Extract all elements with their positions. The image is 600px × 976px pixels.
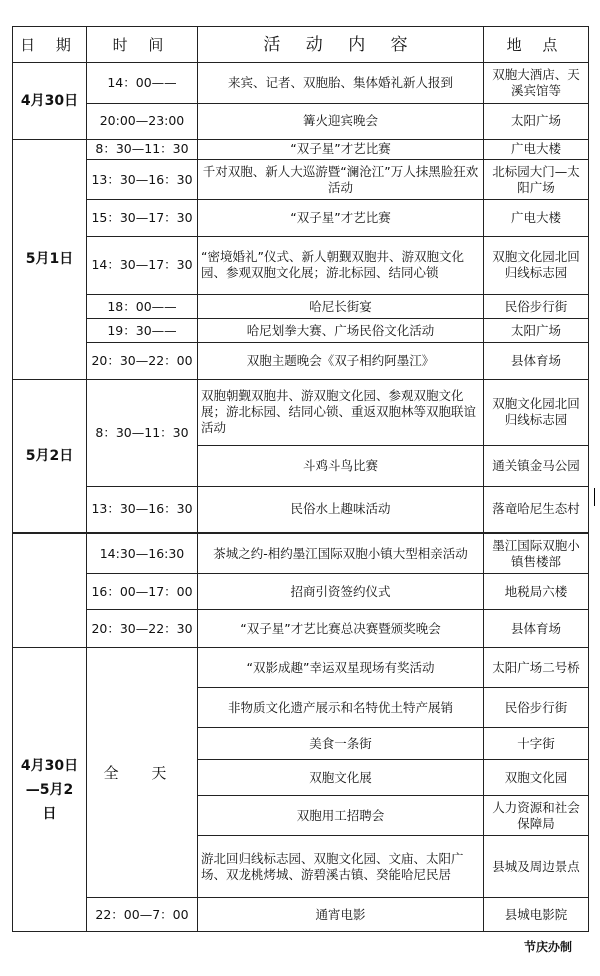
edge-mark	[594, 488, 595, 506]
content-cell: 哈尼长街宴	[198, 295, 484, 319]
time-cell: 15：30—17：30	[87, 200, 198, 236]
time-cell: 14:30—16:30	[87, 534, 198, 574]
table-row	[13, 534, 589, 574]
content-cell: 哈尼划拳大赛、广场民俗文化活动	[198, 319, 484, 343]
content-cell: 通宵电影	[198, 898, 484, 932]
place-cell: 双胞文化园	[484, 760, 589, 796]
place-cell: 广电大楼	[484, 139, 589, 159]
table-row	[13, 319, 589, 343]
table-row	[13, 648, 589, 688]
header-content: 活 动 内 容	[198, 27, 484, 63]
header-row	[13, 27, 589, 63]
table-row	[13, 139, 589, 159]
content-cell: 美食一条街	[198, 728, 484, 760]
time-cell: 13：30—16：30	[87, 160, 198, 200]
date-cell-may2: 5月2日	[13, 379, 87, 532]
content-cell: “双子星”才艺比赛	[198, 200, 484, 236]
table-row	[13, 486, 589, 532]
footer-note: 节庆办制	[523, 940, 572, 954]
table-row	[13, 103, 589, 139]
place-cell: 人力资源和社会保障局	[484, 796, 589, 836]
time-cell: 18：00——	[87, 295, 198, 319]
content-cell: 招商引资签约仪式	[198, 574, 484, 610]
place-cell: 广电大楼	[484, 200, 589, 236]
content-cell: 双胞文化展	[198, 760, 484, 796]
table-row	[13, 160, 589, 200]
place-cell: 通关镇金马公园	[484, 446, 589, 486]
content-cell: “密境婚礼”仪式、新人朝觐双胞井、游双胞文化园、参观双胞文化展；游北标园、结同心锁	[198, 236, 484, 294]
table-row	[13, 295, 589, 319]
date-cell-apr30: 4月30日	[13, 63, 87, 140]
schedule-table-part1	[12, 26, 589, 533]
time-cell-allday: 全 天	[87, 648, 198, 898]
content-cell: “双子星”才艺比赛总决赛暨颁奖晚会	[198, 610, 484, 648]
time-cell: 13：30—16：30	[87, 486, 198, 532]
place-cell: 县城及周边景点	[484, 836, 589, 898]
time-cell: 8：30—11：30	[87, 379, 198, 486]
header-time: 时 间	[87, 27, 198, 63]
table-row	[13, 379, 589, 446]
content-cell: 民俗水上趣味活动	[198, 486, 484, 532]
place-cell: 墨江国际双胞小镇售楼部	[484, 534, 589, 574]
time-cell: 20:00—23:00	[87, 103, 198, 139]
table-row	[13, 63, 589, 103]
content-cell: “双影成趣”幸运双星现场有奖活动	[198, 648, 484, 688]
place-cell: 双胞大酒店、天溪宾馆等	[484, 63, 589, 103]
date-cell-range: 4月30日—5月2日	[13, 648, 87, 932]
time-cell: 14：30—17：30	[87, 236, 198, 294]
content-cell: 篝火迎宾晚会	[198, 103, 484, 139]
table-row	[13, 236, 589, 294]
table-row	[13, 200, 589, 236]
schedule-table-part2	[12, 533, 589, 932]
content-cell: 游北回归线标志园、双胞文化园、文庙、太阳广场、双龙桃烤城、游碧溪古镇、癸能哈尼民居	[198, 836, 484, 898]
place-cell: 太阳广场二号桥	[484, 648, 589, 688]
content-cell: 双胞朝觐双胞井、游双胞文化园、参观双胞文化展；游北标园、结同心锁、重返双胞林等双胞联谊活动	[198, 379, 484, 446]
time-cell: 22：00—7：00	[87, 898, 198, 932]
place-cell: 太阳广场	[484, 103, 589, 139]
place-cell: 北标园大门—太阳广场	[484, 160, 589, 200]
content-cell: 来宾、记者、双胞胎、集体婚礼新人报到	[198, 63, 484, 103]
time-cell: 8：30—11：30	[87, 139, 198, 159]
content-cell: 茶城之约-相约墨江国际双胞小镇大型相亲活动	[198, 534, 484, 574]
content-cell: 斗鸡斗鸟比赛	[198, 446, 484, 486]
content-cell: 双胞用工招聘会	[198, 796, 484, 836]
header-place: 地 点	[484, 27, 589, 63]
place-cell: 落竜哈尼生态村	[484, 486, 589, 532]
place-cell: 民俗步行街	[484, 688, 589, 728]
header-date: 日 期	[13, 27, 87, 63]
time-cell: 20：30—22：00	[87, 343, 198, 379]
place-cell: 双胞文化园北回归线标志园	[484, 236, 589, 294]
place-cell: 县体育场	[484, 610, 589, 648]
time-cell: 20：30—22：30	[87, 610, 198, 648]
content-cell: 非物质文化遗产展示和名特优土特产展销	[198, 688, 484, 728]
place-cell: 民俗步行街	[484, 295, 589, 319]
place-cell: 双胞文化园北回归线标志园	[484, 379, 589, 446]
date-cell-may1: 5月1日	[13, 139, 87, 379]
content-cell: 千对双胞、新人大巡游暨“澜沧江”万人抹黑脸狂欢活动	[198, 160, 484, 200]
place-cell: 县体育场	[484, 343, 589, 379]
place-cell: 十字街	[484, 728, 589, 760]
content-cell: 双胞主题晚会《双子相约阿墨江》	[198, 343, 484, 379]
time-cell: 14：00——	[87, 63, 198, 103]
table-row	[13, 610, 589, 648]
time-cell: 19：30——	[87, 319, 198, 343]
place-cell: 县城电影院	[484, 898, 589, 932]
table-row	[13, 343, 589, 379]
time-cell: 16：00—17：00	[87, 574, 198, 610]
place-cell: 地税局六楼	[484, 574, 589, 610]
place-cell: 太阳广场	[484, 319, 589, 343]
content-cell: “双子星”才艺比赛	[198, 139, 484, 159]
date-cell-blank	[13, 534, 87, 648]
table-row	[13, 898, 589, 932]
table-row	[13, 574, 589, 610]
